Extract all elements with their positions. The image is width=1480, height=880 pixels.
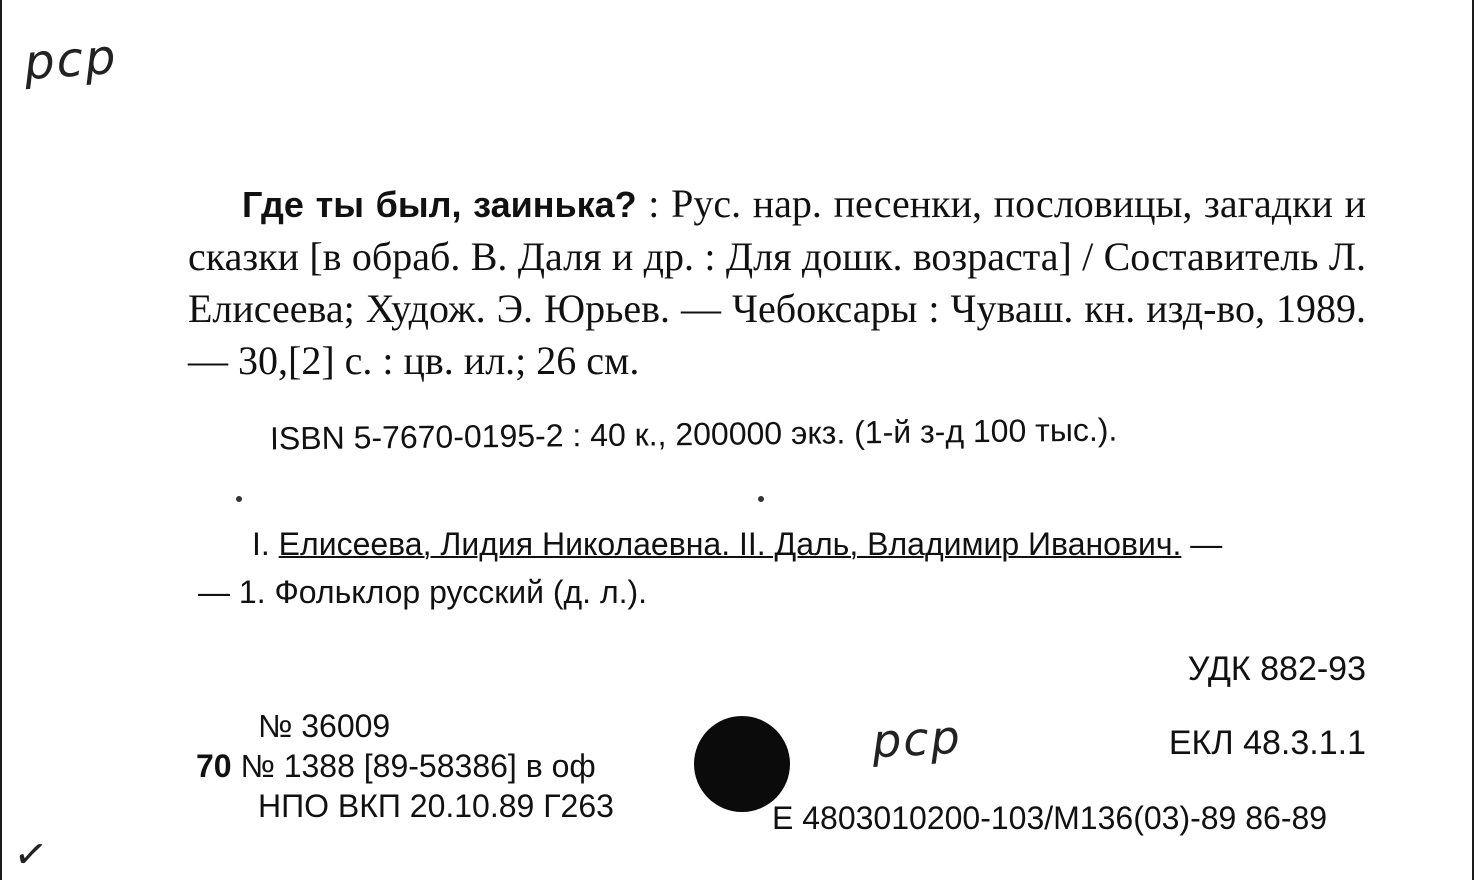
tracings — [198, 520, 1368, 616]
tracing-line-1 — [198, 520, 1368, 568]
udk-code: УДК 882-93 — [1187, 650, 1366, 688]
description-body: : Рус. нар. песенки, пословицы, загадки и сказки [в обраб. В. Даля и др. : Для дошк. возраста] / Составитель Л. Елисеева; Худож. Э. Юрьев. — Чебоксары : Чуваш. кн. изд-во, 1989. — 30,[2] с. : цв. ил.; 26 см. — [188, 181, 1366, 383]
book-title: Где ты был, заинька? — [242, 184, 637, 225]
order-line-2 — [196, 746, 614, 786]
handwritten-mark-middle: рср — [870, 709, 964, 769]
order-line-3: НПО ВКП 20.10.89 Г263 — [258, 788, 614, 824]
order-number: № 36009 — [258, 708, 391, 744]
order-prefix: 70 — [196, 748, 232, 784]
ekl-code: ЕКЛ 48.3.1.1 — [1168, 724, 1366, 762]
tracing-prefix: I. — [252, 526, 279, 562]
tracing-names: Елисеева, Лидия Николаевна. II. Даль, Владимир Иванович. — [278, 526, 1182, 562]
card-left-edge — [0, 0, 2, 880]
speck — [758, 496, 764, 502]
bibliographic-description — [188, 178, 1366, 387]
speck — [236, 496, 242, 502]
check-mark-icon: ✓ — [10, 829, 51, 880]
order-details: № 1388 [89-58386] в оф — [231, 748, 596, 784]
punch-hole — [694, 716, 790, 812]
order-block — [196, 706, 614, 826]
isbn-line: ISBN 5-7670-0195-2 : 40 к., 200000 экз. (1-й з-д 100 тыс.). — [269, 411, 1118, 457]
publication-code: Е 4803010200-103/М136(03)-89 86-89 — [772, 800, 1328, 836]
handwritten-mark-top: рср — [22, 28, 120, 92]
tracing-suffix: — — [1181, 526, 1223, 562]
tracing-line-2: — 1. Фольклор русский (д. л.). — [198, 574, 648, 610]
card-right-edge — [1472, 0, 1474, 880]
